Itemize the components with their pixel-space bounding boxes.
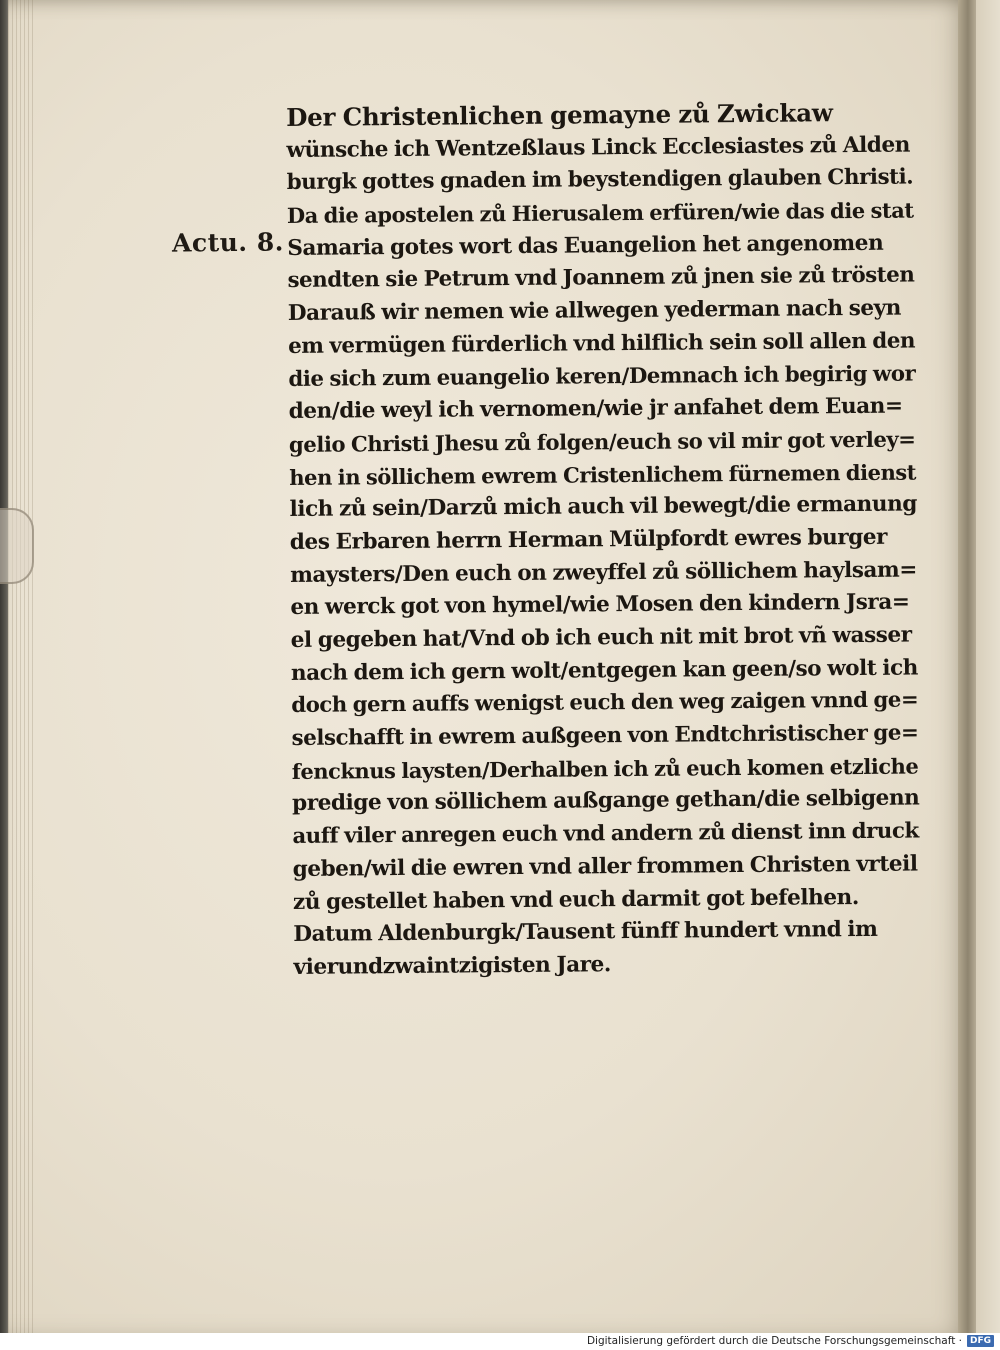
- clasp-mark: [0, 508, 34, 584]
- text-line: zů gestellet haben vnd euch darmit got befelhen.: [292, 884, 860, 915]
- text-line: Darauß wir nemen wie allwegen yederman nach seyn: [287, 295, 902, 327]
- body-text: [286, 96, 934, 984]
- text-line: el gegeben hat/Vnd ob ich euch nit mit brot vñ wasser: [290, 622, 912, 653]
- text-line: doch gern auffs wenigst euch den weg zaigen vnnd ge=: [291, 687, 919, 719]
- text-line: Samaria gotes wort das Euangelion het angenomen: [287, 230, 884, 261]
- text-line: selschafft in ewrem außgeen von Endtchristischer ge=: [291, 720, 919, 752]
- credit-bar: [0, 1333, 1000, 1350]
- text-line: auff viler anregen euch vnd andern zů dienst inn druck: [292, 818, 919, 850]
- text-line: nach dem ich gern wolt/entgegen kan geen/so wolt ich: [290, 655, 919, 686]
- text-line: fencknus laysten/Derhalben ich zů euch komen etzliche: [291, 753, 919, 784]
- text-line: en werck got von hymel/wie Mosen den kindern Jsra=: [290, 589, 910, 621]
- text-line: lich zů sein/Darzů mich auch vil bewegt/die ermanung: [289, 491, 918, 523]
- text-line: predige von söllichem außgange gethan/die selbigenn: [292, 785, 920, 817]
- text-line: em vermügen fürderlich vnd hilflich sein soll allen den: [288, 328, 916, 359]
- facing-page-edge: [976, 0, 1000, 1333]
- text-line: den/die weyl ich vernomen/wie jr anfahet dem Euan=: [288, 393, 903, 425]
- text-line: Da die apostelen zů Hierusalem erfüren/wie das die stat: [286, 197, 914, 229]
- text-line: vierundzwaintzigisten Jare.: [293, 952, 612, 980]
- text-line: maysters/Den euch on zweyffel zů söllichem haylsam=: [290, 557, 917, 588]
- text-line: wünsche ich Wentzeßlaus Linck Ecclesiastes zů Alden: [286, 132, 911, 163]
- margin-note: Actu. 8.: [171, 227, 285, 258]
- text-line: geben/wil die ewren vnd aller frommen Christen vrteil: [292, 851, 918, 882]
- text-line: die sich zum euangelio keren/Demnach ich begirig wor: [288, 361, 916, 392]
- text-line: des Erbaren herrn Herman Mülpfordt ewres burger: [289, 524, 888, 555]
- text-line: Der Christenlichen gemayne zů Zwickaw: [286, 98, 833, 132]
- text-line: Datum Aldenburgk/Tausent fünff hundert vnnd im: [293, 917, 878, 948]
- funding-credit: Digitalisierung gefördert durch die Deutsche Forschungsgemeinschaft ·: [586, 1335, 962, 1347]
- text-line: gelio Christi Jhesu zů folgen/euch so vil mir got verley=: [288, 426, 916, 457]
- text-line: sendten sie Petrum vnd Joannem zů jnen sie zů trösten: [287, 262, 915, 294]
- page-edge-stack: [8, 0, 34, 1333]
- text-line: burgk gottes gnaden im beystendigen glauben Christi.: [286, 164, 914, 196]
- dfg-logo: DFG: [967, 1335, 994, 1347]
- text-line: hen in söllichem ewrem Cristenlichem fürnemen dienst: [289, 459, 917, 490]
